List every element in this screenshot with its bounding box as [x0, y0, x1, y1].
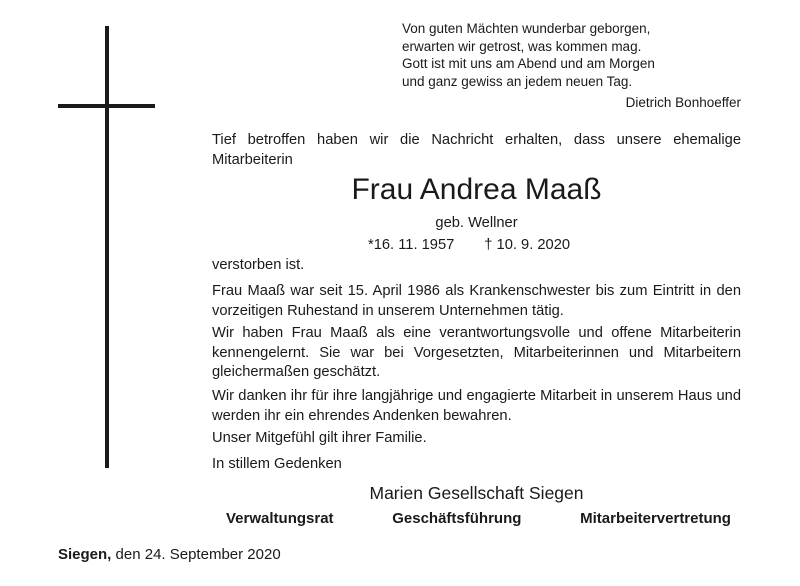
deceased-text: verstorben ist. [212, 257, 305, 273]
place-and-date [58, 545, 281, 565]
signatory-supervisory-board: Verwaltungsrat [226, 510, 334, 527]
poem-line: Von guten Mächten wunderbar geborgen, [402, 21, 651, 36]
paragraph-character: Wir haben Frau Maaß als eine verantwortungsvolle und offene Mitarbeiterin kennengelernt. Sie war bei Vorgesetzten, Mitarbeiterinnen und Mitarbeitern gleichermaßen geschätzt. [212, 325, 741, 380]
birth-date: *16. 11. 1957 [368, 237, 455, 253]
deceased-name: Frau Andrea Maaß [351, 173, 602, 206]
poem [402, 20, 742, 90]
poem-author: Dietrich Bonhoeffer [625, 95, 741, 110]
maiden-name: geb. Wellner [435, 215, 518, 231]
cross-horizontal-bar [58, 104, 155, 108]
paragraph-employment: Frau Maaß war seit 15. April 1986 als Krankenschwester bis zum Eintritt in den vorzeitigen Ruhestand in unserem Unternehmen tätig. [212, 283, 741, 319]
paragraph-thanks: Wir danken ihr für ihre langjährige und engagierte Mitarbeit in unserem Haus und werden ihr ein ehrendes Andenken bewahren. [212, 388, 741, 424]
place-city: Siegen, [58, 546, 112, 563]
cross-vertical-bar [105, 26, 109, 468]
poem-line: Gott ist mit uns am Abend und am Morgen [402, 56, 655, 71]
poem-line: und ganz gewiss an jedem neuen Tag. [402, 73, 633, 89]
paragraph-remembrance: In stillem Gedenken [212, 456, 342, 472]
signatory-bodies [226, 509, 731, 529]
paragraph-sympathy: Unser Mitgefühl gilt ihrer Familie. [212, 430, 427, 446]
intro-text: Tief betroffen haben wir die Nachricht erhalten, dass unsere ehemalige Mitarbeiterin [212, 132, 741, 168]
signatory-staff-council: Mitarbeitervertretung [580, 510, 731, 527]
signatory-management: Geschäftsführung [392, 510, 522, 527]
poem-line: erwarten wir getrost, was kommen mag. [402, 38, 642, 54]
death-date: † 10. 9. 2020 [484, 237, 571, 253]
life-dates [368, 236, 570, 255]
notice-date: den 24. September 2020 [115, 546, 281, 563]
organization-name: Marien Gesellschaft Siegen [369, 483, 584, 503]
